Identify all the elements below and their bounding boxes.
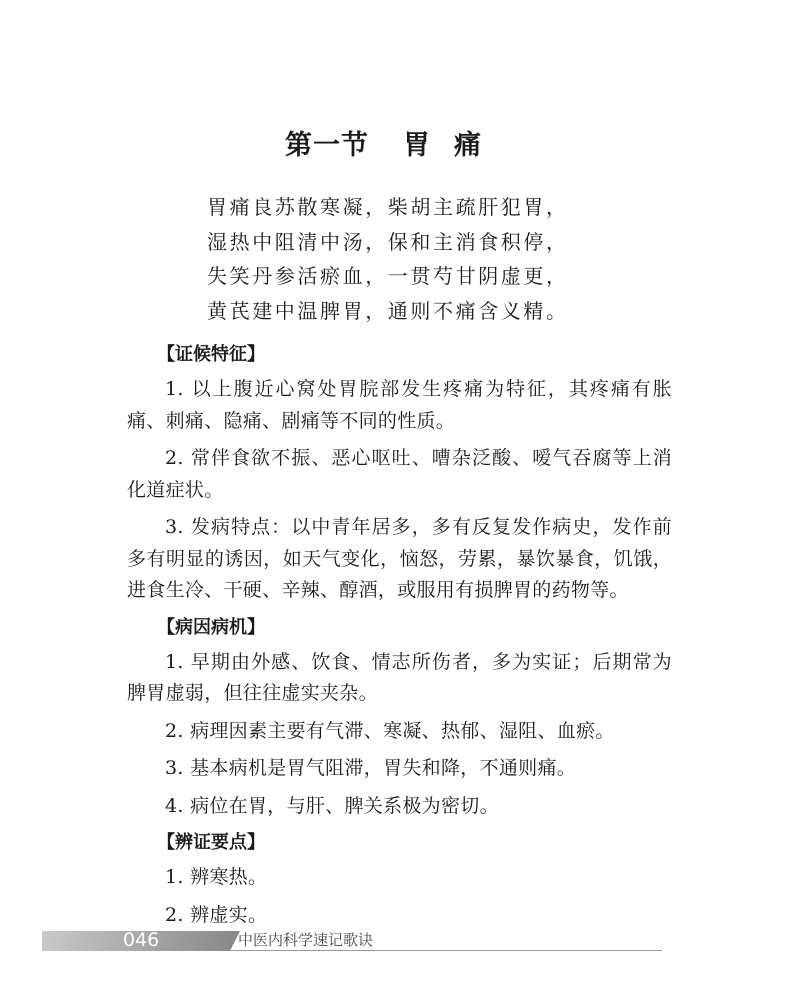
paragraph: 3. 发病特点：以中青年居多，多有反复发作病史，发作前多有明显的诱因，如天气变化，恼怒，劳累，暴饮暴食，饥饿，进食生冷、干硬、辛辣、醇酒，或服用有损脾胃的药物等。 <box>127 516 672 601</box>
verse-line: 失笑丹参活瘀血，一贯芍甘阴虚更， <box>207 264 569 288</box>
book-title: 中医内科学速记歌诀 <box>238 931 374 949</box>
heading-etiology-pathogenesis: 【病因病机】 <box>157 616 265 638</box>
page-number: 046 <box>123 929 160 951</box>
body-content <box>127 340 672 937</box>
section-number: 第一节 <box>285 130 369 161</box>
section-title <box>0 124 790 168</box>
verse-line: 黄芪建中温脾胃，通则不痛含义精。 <box>207 298 569 323</box>
paragraph: 1. 早期由外感、饮食、情志所伤者，多为实证；后期常为脾胃虚弱，但往往虚实夹杂。 <box>127 650 672 704</box>
paragraph: 4. 病位在胃，与肝、脾关系极为密切。 <box>165 794 499 817</box>
paragraph: 2. 辨虚实。 <box>165 903 268 926</box>
paragraph: 2. 病理因素主要有气滞、寒凝、热郁、湿阻、血瘀。 <box>165 719 615 742</box>
heading-syndrome-features: 【证候特征】 <box>157 344 265 365</box>
page-footer <box>42 927 662 951</box>
paragraph: 3. 基本病机是胃气阻滞，胃失和降，不通则痛。 <box>165 757 577 779</box>
paragraph: 2. 常伴食欲不振、恶心呕吐、嘈杂泛酸、嗳气吞腐等上消化道症状。 <box>127 447 672 501</box>
paragraph: 1. 以上腹近心窝处胃脘部发生疼痛为特征，其疼痛有胀痛、刺痛、隐痛、剧痛等不同的性质。 <box>127 378 672 432</box>
verse-line: 胃痛良苏散寒凝，柴胡主疏肝犯胃， <box>207 195 569 219</box>
verse-line: 湿热中阻清中汤，保和主消食积停， <box>207 229 569 254</box>
section-topic: 胃痛 <box>403 130 505 161</box>
mnemonic-verse <box>207 190 569 328</box>
paragraph: 1. 辨寒热。 <box>165 866 268 888</box>
heading-differentiation-points: 【辨证要点】 <box>157 832 265 853</box>
